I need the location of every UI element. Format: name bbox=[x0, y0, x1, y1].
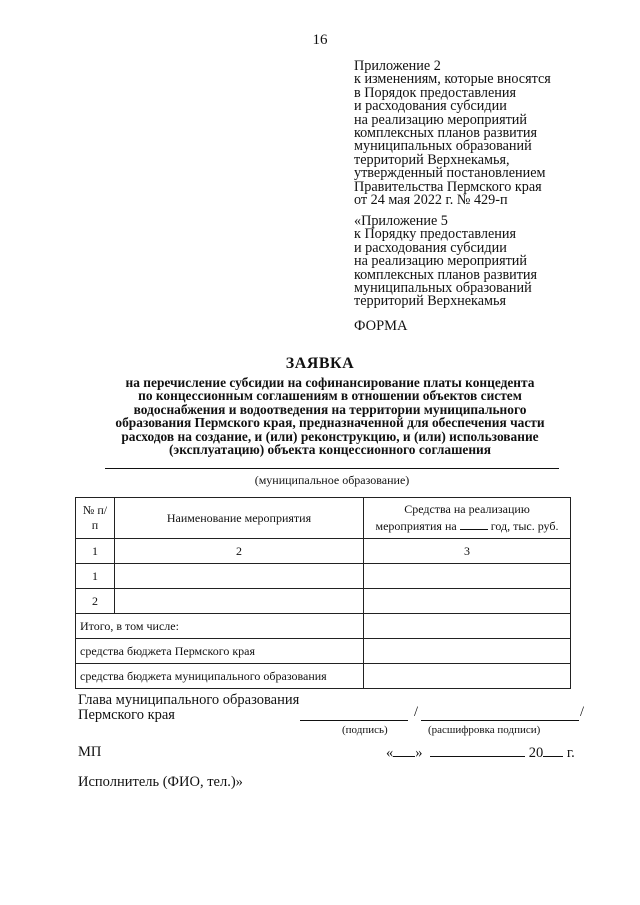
year-suffix: г. bbox=[566, 745, 575, 761]
table-row bbox=[76, 589, 571, 614]
appendix-2-line: территорий Верхнекамья, bbox=[354, 151, 510, 168]
municipal-budget-label: средства бюджета муниципального образования bbox=[76, 664, 364, 689]
appendix-5-line: территорий Верхнекамья bbox=[354, 293, 506, 310]
day-blank[interactable] bbox=[393, 744, 415, 757]
subtitle-line: по концессионным соглашениям в отношении объектов систем bbox=[138, 388, 522, 404]
appendix-5-header bbox=[354, 215, 614, 309]
header-event-name: Наименование мероприятия bbox=[115, 498, 364, 539]
year-prefix: 20 bbox=[528, 745, 544, 761]
column-number-cell: 3 bbox=[364, 539, 571, 564]
appendix-2-line: к изменениям, которые вносятся bbox=[354, 71, 551, 88]
regional-budget-label: средства бюджета Пермского края bbox=[76, 639, 364, 664]
regional-funds-cell[interactable] bbox=[364, 639, 571, 664]
header-funds-line3: год, тыс. руб. bbox=[490, 519, 559, 533]
executor-label: Исполнитель (ФИО, тел.)» bbox=[78, 774, 243, 790]
table-row bbox=[76, 564, 571, 589]
funds-cell[interactable] bbox=[364, 564, 571, 589]
subtitle-line: на перечисление субсидии на софинансирование платы концедента bbox=[125, 375, 535, 390]
document-title: ЗАЯВКА bbox=[285, 355, 355, 372]
header-funds bbox=[364, 498, 571, 539]
date-field bbox=[386, 744, 575, 762]
month-blank[interactable] bbox=[430, 744, 525, 757]
document-subtitle bbox=[60, 376, 600, 456]
page-number: 16 bbox=[312, 32, 328, 48]
row-number-cell: 2 bbox=[76, 589, 115, 614]
table-row bbox=[76, 614, 571, 639]
total-funds-cell[interactable] bbox=[364, 614, 571, 639]
signatory-label bbox=[78, 693, 299, 722]
header-funds-line1: Средства на реализацию bbox=[404, 502, 530, 516]
total-label: Итого, в том числе: bbox=[76, 614, 364, 639]
slash-right: / bbox=[580, 704, 585, 720]
form-label: ФОРМА bbox=[354, 318, 408, 334]
year-blank-date[interactable] bbox=[543, 744, 563, 757]
event-name-cell[interactable] bbox=[115, 564, 364, 589]
signatory-line: Глава муниципального образования bbox=[78, 692, 300, 708]
request-table bbox=[75, 497, 571, 689]
appendix-5-line: комплексных планов развития bbox=[354, 266, 538, 283]
signatory-line: Пермского края bbox=[78, 706, 175, 723]
date-open-quote: « bbox=[386, 745, 394, 761]
table-row bbox=[76, 664, 571, 689]
appendix-2-line: Правительства Пермского края bbox=[354, 178, 542, 195]
subtitle-line: образования Пермского края, предназначенной для обеспечения части bbox=[115, 415, 545, 431]
funds-cell[interactable] bbox=[364, 589, 571, 614]
event-name-cell[interactable] bbox=[115, 589, 364, 614]
table-header-row bbox=[76, 498, 571, 539]
appendix-5-line: к Порядку предоставления bbox=[354, 226, 516, 243]
appendix-2-line: на реализацию мероприятий bbox=[354, 111, 527, 128]
subtitle-line: (эксплуатацию) объекта концессионного соглашения bbox=[168, 442, 492, 458]
appendix-2-line: утвержденный постановлением bbox=[354, 165, 546, 182]
appendix-2-line: комплексных планов развития bbox=[354, 125, 538, 142]
appendix-2-line: от 24 мая 2022 г. № 429-п bbox=[354, 192, 508, 209]
appendix-2-line: в Порядок предоставления bbox=[354, 84, 516, 101]
appendix-2-line: и расходования субсидии bbox=[354, 98, 507, 115]
appendix-2-header bbox=[354, 60, 614, 207]
signature-caption: (подпись) bbox=[342, 724, 388, 736]
appendix-5-line: «Приложение 5 bbox=[354, 213, 448, 229]
appendix-2-line: муниципальных образований bbox=[354, 138, 532, 155]
municipality-field-line[interactable] bbox=[105, 468, 559, 469]
slash-left: / bbox=[414, 704, 419, 720]
municipal-funds-cell[interactable] bbox=[364, 664, 571, 689]
appendix-2-line: Приложение 2 bbox=[354, 58, 441, 74]
subtitle-line: расходов на создание, и (или) реконструкцию, и (или) использование bbox=[121, 428, 539, 444]
year-blank[interactable] bbox=[460, 517, 488, 530]
subtitle-line: водоснабжения и водоотведения на территории муниципального bbox=[133, 401, 527, 417]
row-number-cell: 1 bbox=[76, 564, 115, 589]
header-number: № п/п bbox=[76, 498, 115, 539]
signature-decode-field[interactable] bbox=[421, 719, 579, 721]
date-close-quote: » bbox=[415, 745, 423, 761]
appendix-5-line: муниципальных образований bbox=[354, 280, 532, 297]
table-row bbox=[76, 639, 571, 664]
municipality-caption: (муниципальное образование) bbox=[254, 473, 410, 487]
appendix-5-line: на реализацию мероприятий bbox=[354, 253, 527, 270]
column-number-cell: 1 bbox=[76, 539, 115, 564]
column-number-cell: 2 bbox=[115, 539, 364, 564]
decode-caption: (расшифровка подписи) bbox=[428, 724, 541, 736]
signature-field[interactable] bbox=[300, 719, 408, 721]
appendix-5-line: и расходования субсидии bbox=[354, 239, 507, 256]
table-row bbox=[76, 539, 571, 564]
header-funds-line2: мероприятия на bbox=[375, 519, 457, 533]
stamp-place-label: МП bbox=[78, 744, 102, 760]
